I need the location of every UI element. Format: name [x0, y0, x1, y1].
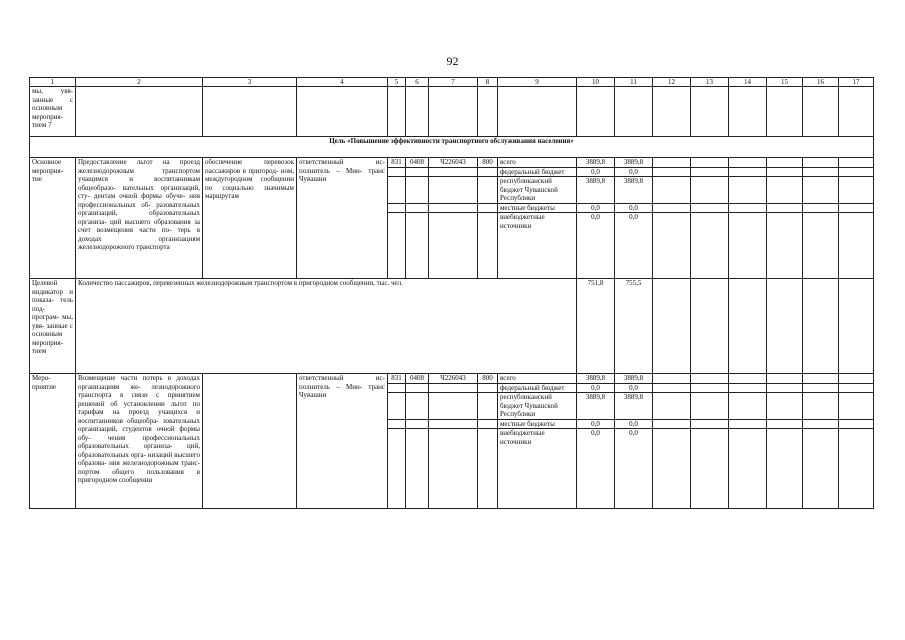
value-2020: 3889,8	[615, 374, 653, 384]
col-number: 15	[767, 78, 803, 87]
event-executor: ответственный ис- полнитель – Мин- транс Чувашии	[297, 158, 388, 279]
event-task: обеспечение перевозок пассажиров в пригород- ном, междугородном сообщении по социально значимым маршрутам	[203, 158, 297, 279]
row-type: Меро- приятие	[30, 374, 76, 509]
table-row	[30, 374, 874, 384]
event-executor: ответственный ис- полнитель – Мин- транс Чувашии	[297, 374, 388, 509]
rzpr-code: 0408	[406, 374, 429, 384]
value-2019: 3889,8	[577, 177, 615, 204]
csr-code: Ч226043	[429, 374, 478, 384]
source-name: республиканский бюджет Чувашской Республики	[498, 393, 577, 420]
value-2019: 0,0	[577, 429, 615, 509]
source-name: внебюджетные источники	[498, 429, 577, 509]
col-number: 4	[297, 78, 388, 87]
col-number: 10	[577, 78, 615, 87]
column-number-row	[30, 78, 874, 87]
value-2019: 0,0	[577, 203, 615, 213]
row-type: Основное мероприя- тие	[30, 158, 76, 279]
value-2019: 751,8	[577, 279, 615, 374]
value-2019: 3889,8	[577, 158, 615, 168]
col-number: 17	[839, 78, 874, 87]
value-2020: 0,0	[615, 213, 653, 279]
source-name: местные бюджеты	[498, 419, 577, 429]
value-2020: 755,5	[615, 279, 653, 374]
col-number: 13	[691, 78, 729, 87]
source-name: всего	[498, 374, 577, 384]
csr-code: Ч226043	[429, 158, 478, 168]
col-number: 14	[729, 78, 767, 87]
rzpr-code: 0408	[406, 158, 429, 168]
col-number: 1	[30, 78, 76, 87]
grbs-code: 831	[388, 158, 406, 168]
source-name: всего	[498, 158, 577, 168]
indicator-row	[30, 279, 874, 374]
value-2019: 3889,8	[577, 374, 615, 384]
col-number: 3	[203, 78, 297, 87]
program-table	[29, 77, 874, 509]
col-number: 8	[478, 78, 498, 87]
goal-text: Цель «Повышение эффективности транспортного обслуживания населения»	[30, 137, 874, 158]
value-2019: 0,0	[577, 419, 615, 429]
table-row	[30, 158, 874, 168]
value-2020: 0,0	[615, 419, 653, 429]
value-2020: 0,0	[615, 429, 653, 509]
value-2020: 0,0	[615, 203, 653, 213]
value-2020: 3889,8	[615, 393, 653, 420]
value-2019: 0,0	[577, 167, 615, 177]
carry-over-row	[30, 87, 874, 137]
event-task	[203, 374, 297, 509]
row-type: мы, увя- занные с основным мероприя- тием 7	[30, 87, 76, 137]
indicator-text: Количество пассажиров, перевезенных железнодорожным транспортом в пригородном сообщении, тыс. чел.	[76, 279, 577, 374]
col-number: 12	[653, 78, 691, 87]
vr-code: 800	[478, 374, 498, 384]
event-name: Предоставление льгот на проезд железнодорожным транспортом учащимся и воспитанникам общеобразо- вательных организаций, сту- дентам очной формы обуче- ния профессиональных об- разовательных организаций, образовательных организа- ций высшего образования за счет возмещения части по- терь в доходах организациям железнодорожного транспорта	[76, 158, 203, 279]
event-name: Возмещение части потерь в доходах организациям же- лезнодорожного транспорта в связи с принятием решений об установлении льгот по тарифам на проезд учащихся и воспитанников общеобра- зовательных организаций, студентов очной формы обу- чения профессиональных образовательных организа- ций, образовательных орга- низаций высшего образова- ния железнодорожным транс- портом общего пользования в пригородном сообщении	[76, 374, 203, 509]
source-name: местные бюджеты	[498, 203, 577, 213]
col-number: 6	[406, 78, 429, 87]
value-2020: 0,0	[615, 383, 653, 393]
grbs-code: 831	[388, 374, 406, 384]
row-type: Целевой индикатор и показа- тель под- програм- мы, увя- занные с основным мероприя- тием	[30, 279, 76, 374]
col-number: 5	[388, 78, 406, 87]
col-number: 2	[76, 78, 203, 87]
value-2019: 3889,8	[577, 393, 615, 420]
value-2020: 3889,8	[615, 177, 653, 204]
source-name: федеральный бюджет	[498, 383, 577, 393]
source-name: внебюджетные источники	[498, 213, 577, 279]
value-2019: 0,0	[577, 213, 615, 279]
page-number: 92	[446, 54, 459, 68]
goal-row	[30, 137, 874, 158]
source-name: федеральный бюджет	[498, 167, 577, 177]
col-number: 9	[498, 78, 577, 87]
value-2019: 0,0	[577, 383, 615, 393]
value-2020: 3889,8	[615, 158, 653, 168]
vr-code: 800	[478, 158, 498, 168]
value-2020: 0,0	[615, 167, 653, 177]
col-number: 11	[615, 78, 653, 87]
col-number: 7	[429, 78, 478, 87]
col-number: 16	[803, 78, 839, 87]
source-name: республиканский бюджет Чувашской Республики	[498, 177, 577, 204]
